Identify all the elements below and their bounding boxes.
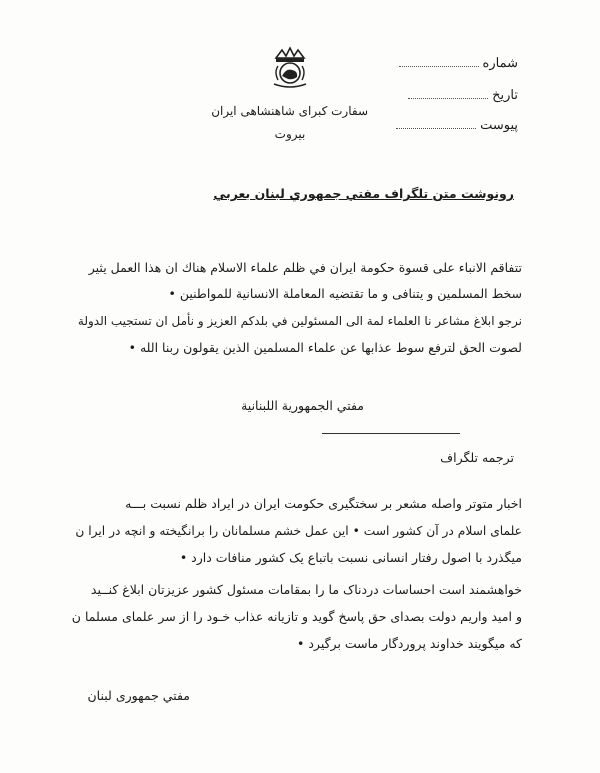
document-heading: رونوشت متن تلگراف مفتي جمهوري لبنان بعربي <box>213 186 514 201</box>
number-label: شماره <box>482 56 518 71</box>
attachment-label: پیوست <box>480 118 518 133</box>
persian-line-3: میگذرد با اصول رفتار انسانی نسبت باتباع یک کشور منافات دارد • <box>179 550 522 565</box>
number-field <box>399 56 518 71</box>
crown-emblem-icon <box>266 44 314 92</box>
arabic-line-3: نرجو ابلاغ مشاعر نا العلماء لمة الى المسئولين في بلدكم العزيز و نأمل ان تستجيب الدولة <box>77 314 522 328</box>
persian-line-6: که میگویند خداوند پروردگار ماست برگیرد • <box>297 636 522 651</box>
attachment-blank <box>396 128 476 129</box>
arabic-line-2: سخط المسلمين و يتنافى و ما تقتضيه المعاملة الانسانية للمواطنين • <box>168 286 522 301</box>
number-blank <box>399 66 479 67</box>
persian-line-1: اخبار متوتر واصله مشعر بر سختگیری حکومت ایران در ایراد ظلم نسبت بـــه <box>125 496 522 511</box>
date-blank <box>408 98 488 99</box>
arabic-signature: مفتي الجمهورية اللبنانية <box>241 398 364 413</box>
persian-line-5: و امید واریم دولت بصدای حق پاسخ گوید و تازیانه عذاب خـود را از سر علمای مسلما ن <box>71 609 522 624</box>
translation-heading: ترجمه تلگراف <box>440 450 514 465</box>
arabic-line-1: تتفاقم الانباء على قسوة حكومة ايران في ظلم علماء الاسلام هناك ان هذا العمل يثير <box>88 260 522 275</box>
persian-signature: مفتي جمهوری لبنان <box>87 688 190 703</box>
persian-line-4: خواهشمند است احساسات دردناک ما را بمقامات مسئول کشور عزیزتان ابلاغ کنــید <box>90 582 522 597</box>
separator-line <box>322 433 460 434</box>
letterhead-line-1: سفارت کبرای شاهنشاهی ایران <box>211 104 368 118</box>
letterhead-line-2: بیروت <box>274 127 306 141</box>
arabic-line-4: لصوت الحق لترفع سوط عذابها عن علماء المسلمين الذين يقولون ربنا الله • <box>128 340 522 355</box>
date-field <box>408 88 518 103</box>
persian-line-2: علمای اسلام در آن کشور است • این عمل خشم مسلمانان را برانگیخته و انچه در ایرا ن <box>75 524 522 538</box>
attachment-field <box>396 118 518 133</box>
date-label: تاریخ <box>492 88 518 103</box>
